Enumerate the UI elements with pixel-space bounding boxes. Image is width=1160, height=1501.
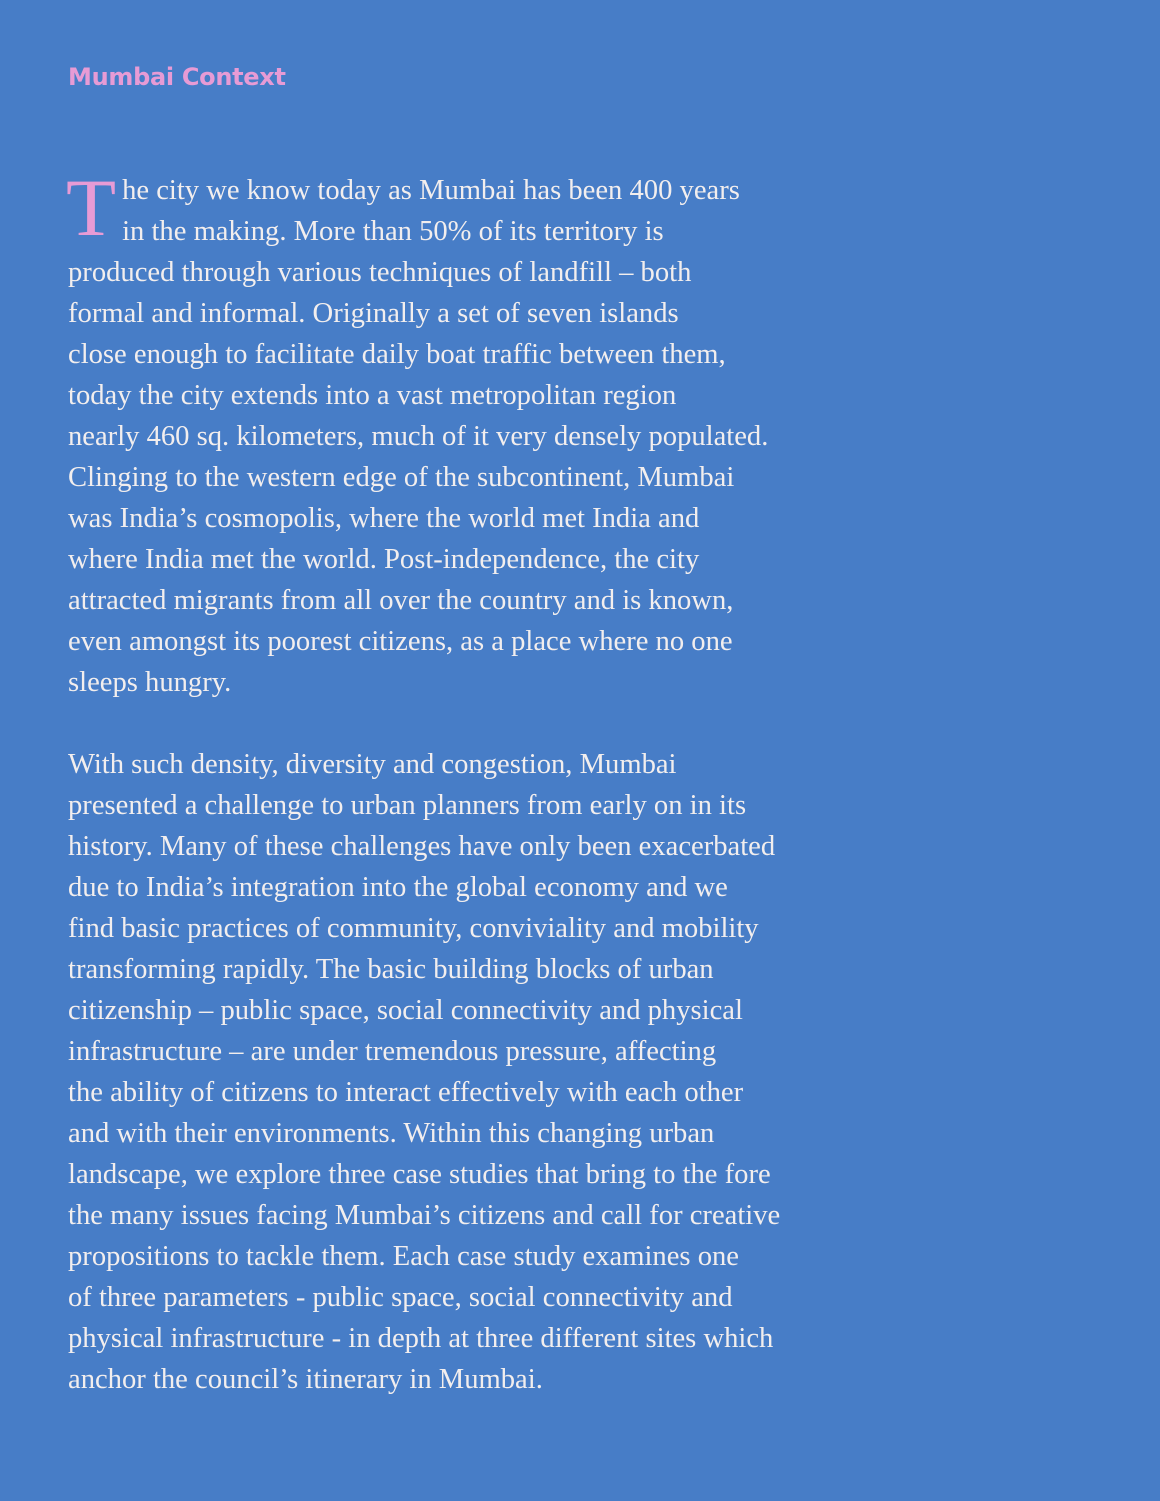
text-line: infrastructure – are under tremendous pressure, affecting: [68, 1036, 717, 1067]
text-line: where India met the world. Post-independence, the city: [68, 544, 700, 575]
text-line: Clinging to the western edge of the subcontinent, Mumbai: [68, 462, 735, 493]
text-line: even amongst its poorest citizens, as a place where no one: [68, 626, 733, 657]
text-line: close enough to facilitate daily boat traffic between them,: [68, 339, 726, 370]
text-line: citizenship – public space, social connectivity and physical: [68, 995, 743, 1026]
drop-cap: T: [66, 162, 117, 253]
text-line: he city we know today as Mumbai has been 400 years: [122, 175, 740, 206]
text-line: sleeps hungry.: [68, 667, 232, 698]
text-line: due to India’s integration into the global economy and we: [68, 872, 728, 903]
text-line: of three parameters - public space, social connectivity and: [68, 1282, 733, 1313]
text-line: produced through various techniques of landfill – both: [68, 257, 692, 288]
section-title: Mumbai Context: [68, 63, 286, 91]
text-line: transforming rapidly. The basic building blocks of urban: [68, 954, 714, 985]
text-line: was India’s cosmopolis, where the world met India and: [68, 503, 700, 534]
text-line: history. Many of these challenges have only been exacerbated: [68, 831, 776, 862]
text-line: today the city extends into a vast metropolitan region: [68, 380, 677, 411]
text-line: With such density, diversity and congestion, Mumbai: [68, 749, 677, 780]
text-line: the many issues facing Mumbai’s citizens and call for creative: [68, 1200, 781, 1231]
text-line: anchor the council’s itinerary in Mumbai.: [68, 1364, 543, 1395]
text-line: physical infrastructure - in depth at three different sites which: [68, 1323, 774, 1354]
paragraph-1: [66, 162, 898, 703]
body-text: [66, 162, 898, 1400]
text-line: attracted migrants from all over the country and is known,: [68, 585, 734, 616]
text-line: and with their environments. Within this changing urban: [68, 1118, 715, 1149]
text-line: landscape, we explore three case studies that bring to the fore: [68, 1159, 771, 1190]
text-line: formal and informal. Originally a set of seven islands: [68, 298, 679, 329]
text-line: in the making. More than 50% of its territory is: [122, 216, 664, 247]
text-line: find basic practices of community, conviviality and mobility: [68, 913, 759, 944]
paragraph-2: [68, 744, 898, 1400]
text-line: presented a challenge to urban planners from early on in its: [68, 790, 747, 821]
text-line: nearly 460 sq. kilometers, much of it very densely populated.: [68, 421, 769, 452]
text-line: propositions to tackle them. Each case study examines one: [68, 1241, 739, 1272]
text-line: the ability of citizens to interact effectively with each other: [68, 1077, 744, 1108]
